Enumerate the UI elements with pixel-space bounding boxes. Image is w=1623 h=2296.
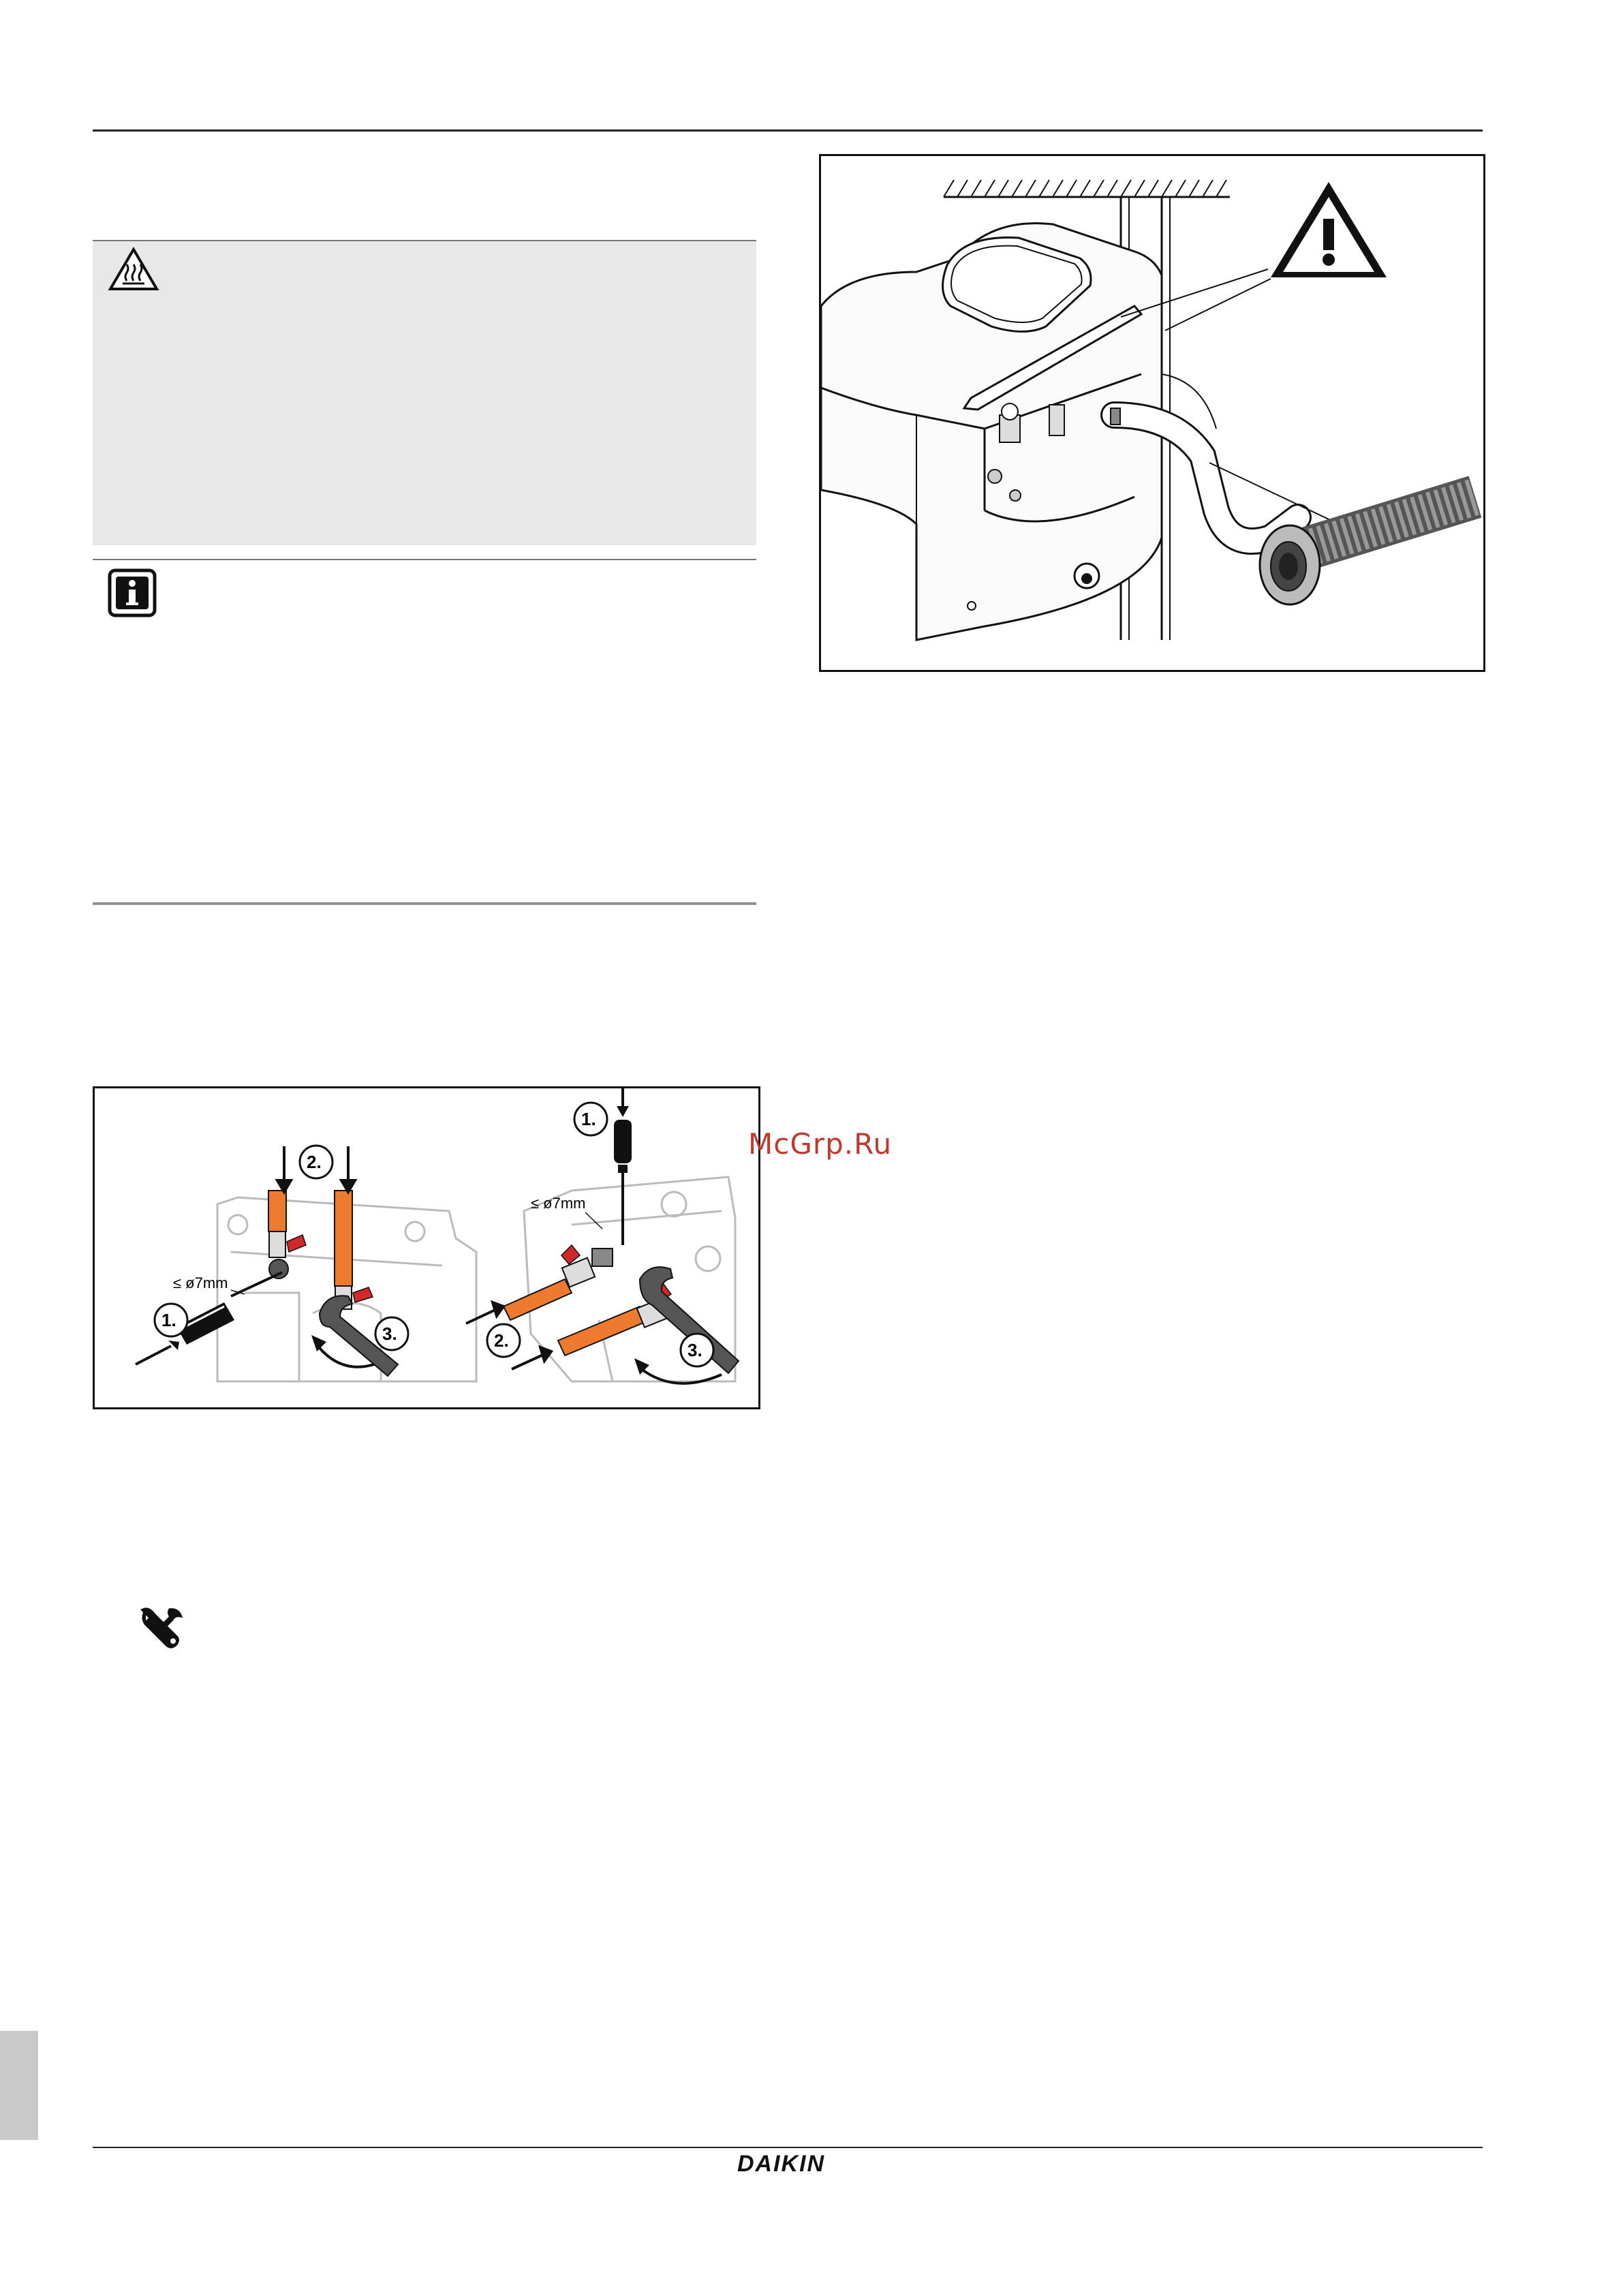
svg-text:≤ ø7mm: ≤ ø7mm [531,1195,586,1212]
section-divider [93,902,756,904]
hot-surface-warning-icon [108,247,159,295]
hose-installation-figure [819,154,1485,672]
step-three-label-right [681,1334,713,1366]
step-two-label-right [487,1324,520,1357]
warning-triangle-icon [1271,182,1387,277]
daikin-logo: DAIKIN [737,2151,826,2177]
side-thumb-tab [0,2031,38,2140]
step-three-label-left [375,1317,408,1350]
footer-rule [93,2147,1483,2148]
information-icon [108,568,157,621]
svg-text:1.: 1. [581,1109,596,1129]
valve-connection-figure [93,1086,760,1409]
step-two-label-left [300,1146,333,1178]
watermark-text: McGrp.Ru [748,1127,893,1161]
ceiling-hatch [944,180,1226,197]
svg-text:≤ ø7mm: ≤ ø7mm [173,1274,228,1291]
header-rule [93,129,1483,132]
hot-surface-warning-box [93,240,756,545]
svg-text:2.: 2. [494,1330,509,1351]
svg-text:2.: 2. [307,1152,322,1172]
step-one-label-right [574,1103,607,1135]
svg-text:3.: 3. [687,1340,702,1360]
svg-text:1.: 1. [161,1310,176,1330]
step-one-label-left [155,1304,187,1336]
svg-text:3.: 3. [382,1323,397,1344]
wrench-tool-icon [136,1602,188,1657]
information-box [93,559,756,905]
